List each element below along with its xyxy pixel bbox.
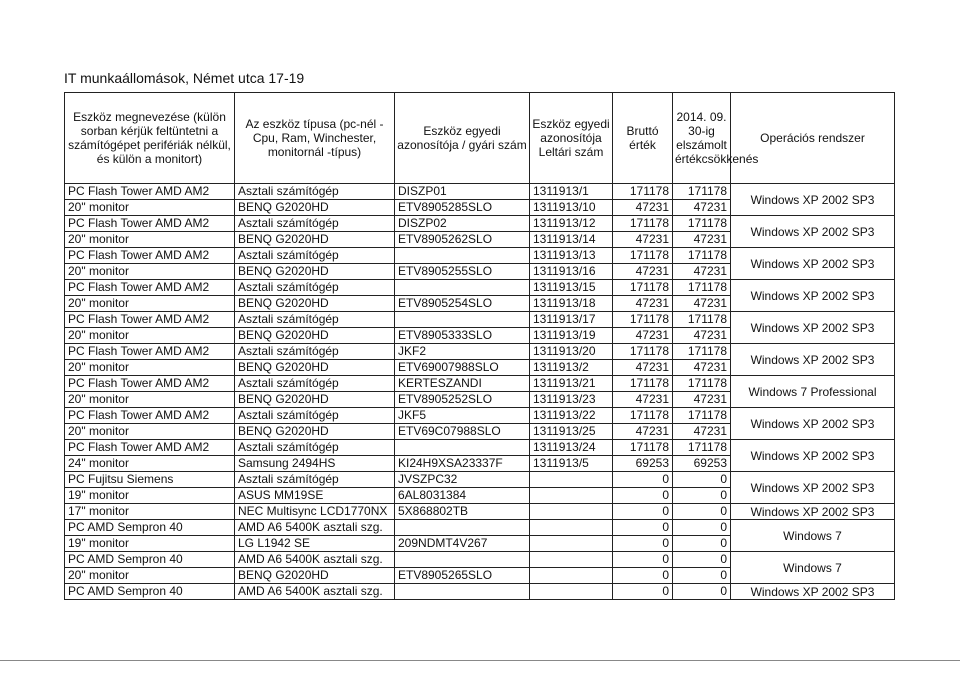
operating-system-cell: Windows XP 2002 SP3 <box>731 216 895 248</box>
gross-value-cell: 69253 <box>613 456 673 472</box>
device-name-cell: 20" monitor <box>65 392 235 408</box>
operating-system-cell: Windows XP 2002 SP3 <box>731 408 895 440</box>
depreciation-cell: 47231 <box>673 424 731 440</box>
inventory-number-cell <box>530 536 613 552</box>
gross-value-cell: 171178 <box>613 344 673 360</box>
device-type-cell: Asztali számítógép <box>235 376 395 392</box>
operating-system-cell: Windows XP 2002 SP3 <box>731 584 895 600</box>
gross-value-cell: 0 <box>613 472 673 488</box>
device-name-cell: 19" monitor <box>65 536 235 552</box>
serial-number-cell: ETV8905254SLO <box>395 296 530 312</box>
depreciation-cell: 171178 <box>673 184 731 200</box>
gross-value-cell: 0 <box>613 536 673 552</box>
operating-system-cell: Windows XP 2002 SP3 <box>731 440 895 472</box>
depreciation-cell: 171178 <box>673 312 731 328</box>
depreciation-cell: 0 <box>673 568 731 584</box>
operating-system-cell: Windows XP 2002 SP3 <box>731 344 895 376</box>
inventory-number-cell <box>530 504 613 520</box>
inventory-number-cell: 1311913/24 <box>530 440 613 456</box>
serial-number-cell: KERTESZANDI <box>395 376 530 392</box>
device-name-cell: PC AMD Sempron 40 <box>65 520 235 536</box>
table-row <box>65 520 895 536</box>
serial-number-cell: ETV8905285SLO <box>395 200 530 216</box>
table-row <box>65 584 895 600</box>
inventory-number-cell: 1311913/17 <box>530 312 613 328</box>
device-type-cell: AMD A6 5400K asztali szg. <box>235 584 395 600</box>
page-bottom-divider <box>0 660 960 661</box>
depreciation-cell: 0 <box>673 504 731 520</box>
gross-value-cell: 47231 <box>613 392 673 408</box>
device-name-cell: PC AMD Sempron 40 <box>65 552 235 568</box>
inventory-number-cell: 1311913/21 <box>530 376 613 392</box>
gross-value-cell: 0 <box>613 504 673 520</box>
device-type-cell: Asztali számítógép <box>235 344 395 360</box>
device-type-cell: BENQ G2020HD <box>235 296 395 312</box>
inventory-table <box>64 92 895 600</box>
inventory-number-cell <box>530 568 613 584</box>
device-name-cell: PC Flash Tower AMD AM2 <box>65 440 235 456</box>
gross-value-cell: 171178 <box>613 184 673 200</box>
serial-number-cell <box>395 312 530 328</box>
inventory-number-cell <box>530 472 613 488</box>
device-type-cell: Asztali számítógép <box>235 312 395 328</box>
device-type-cell: AMD A6 5400K asztali szg. <box>235 520 395 536</box>
table-row <box>65 184 895 200</box>
gross-value-cell: 47231 <box>613 296 673 312</box>
operating-system-cell: Windows XP 2002 SP3 <box>731 280 895 312</box>
header-operating-system: Operációs rendszer <box>731 93 895 184</box>
gross-value-cell: 47231 <box>613 264 673 280</box>
device-type-cell: Asztali számítógép <box>235 440 395 456</box>
serial-number-cell: ETV8905265SLO <box>395 568 530 584</box>
device-name-cell: 24" monitor <box>65 456 235 472</box>
serial-number-cell: ETV8905255SLO <box>395 264 530 280</box>
gross-value-cell: 0 <box>613 584 673 600</box>
table-row <box>65 280 895 296</box>
table-row <box>65 408 895 424</box>
inventory-number-cell: 1311913/12 <box>530 216 613 232</box>
depreciation-cell: 0 <box>673 472 731 488</box>
device-name-cell: PC Flash Tower AMD AM2 <box>65 376 235 392</box>
header-gross-value: Bruttó érték <box>613 93 673 184</box>
device-type-cell: BENQ G2020HD <box>235 568 395 584</box>
gross-value-cell: 47231 <box>613 360 673 376</box>
depreciation-cell: 171178 <box>673 248 731 264</box>
gross-value-cell: 171178 <box>613 408 673 424</box>
device-type-cell: BENQ G2020HD <box>235 360 395 376</box>
gross-value-cell: 171178 <box>613 440 673 456</box>
operating-system-cell: Windows XP 2002 SP3 <box>731 312 895 344</box>
depreciation-cell: 0 <box>673 520 731 536</box>
inventory-number-cell: 1311913/18 <box>530 296 613 312</box>
device-type-cell: Asztali számítógép <box>235 472 395 488</box>
device-type-cell: Asztali számítógép <box>235 184 395 200</box>
depreciation-cell: 47231 <box>673 296 731 312</box>
table-row <box>65 552 895 568</box>
depreciation-cell: 69253 <box>673 456 731 472</box>
serial-number-cell: ETV8905262SLO <box>395 232 530 248</box>
header-device-name: Eszköz megnevezése (külön sorban kérjük feltüntetni a számítógépet perifériák nélkül, és külön a monitort) <box>65 93 235 184</box>
table-row <box>65 504 895 520</box>
serial-number-cell: 209NDMT4V267 <box>395 536 530 552</box>
operating-system-cell: Windows XP 2002 SP3 <box>731 472 895 504</box>
header-device-type: Az eszköz típusa (pc-nél - Cpu, Ram, Winchester, monitornál -típus) <box>235 93 395 184</box>
header-depreciation: 2014. 09. 30-ig elszámolt értékcsökkenés <box>673 93 731 184</box>
serial-number-cell: ETV69C07988SLO <box>395 424 530 440</box>
depreciation-cell: 0 <box>673 536 731 552</box>
device-type-cell: Asztali számítógép <box>235 408 395 424</box>
inventory-number-cell: 1311913/1 <box>530 184 613 200</box>
table-row <box>65 248 895 264</box>
device-type-cell: NEC Multisync LCD1770NX <box>235 504 395 520</box>
depreciation-cell: 0 <box>673 552 731 568</box>
inventory-number-cell: 1311913/13 <box>530 248 613 264</box>
operating-system-cell: Windows XP 2002 SP3 <box>731 504 895 520</box>
depreciation-cell: 171178 <box>673 344 731 360</box>
table-row <box>65 376 895 392</box>
device-type-cell: BENQ G2020HD <box>235 328 395 344</box>
gross-value-cell: 47231 <box>613 328 673 344</box>
depreciation-cell: 171178 <box>673 280 731 296</box>
device-name-cell: 20" monitor <box>65 296 235 312</box>
table-row <box>65 344 895 360</box>
table-row <box>65 472 895 488</box>
serial-number-cell: JKF5 <box>395 408 530 424</box>
serial-number-cell <box>395 280 530 296</box>
inventory-number-cell: 1311913/15 <box>530 280 613 296</box>
serial-number-cell <box>395 520 530 536</box>
table-row <box>65 216 895 232</box>
inventory-number-cell <box>530 520 613 536</box>
device-type-cell: BENQ G2020HD <box>235 392 395 408</box>
serial-number-cell: JVSZPC32 <box>395 472 530 488</box>
depreciation-cell: 47231 <box>673 264 731 280</box>
device-type-cell: BENQ G2020HD <box>235 264 395 280</box>
device-type-cell: Asztali számítógép <box>235 248 395 264</box>
inventory-number-cell: 1311913/19 <box>530 328 613 344</box>
device-type-cell: BENQ G2020HD <box>235 232 395 248</box>
inventory-number-cell: 1311913/14 <box>530 232 613 248</box>
device-type-cell: Asztali számítógép <box>235 216 395 232</box>
table-body <box>65 184 895 600</box>
depreciation-cell: 171178 <box>673 216 731 232</box>
device-name-cell: PC Flash Tower AMD AM2 <box>65 312 235 328</box>
device-name-cell: PC Flash Tower AMD AM2 <box>65 248 235 264</box>
gross-value-cell: 47231 <box>613 200 673 216</box>
serial-number-cell <box>395 552 530 568</box>
device-name-cell: PC Flash Tower AMD AM2 <box>65 216 235 232</box>
inventory-number-cell: 1311913/25 <box>530 424 613 440</box>
device-type-cell: AMD A6 5400K asztali szg. <box>235 552 395 568</box>
table-row <box>65 312 895 328</box>
header-inventory-number: Eszköz egyedi azonosítója Leltári szám <box>530 93 613 184</box>
device-name-cell: PC AMD Sempron 40 <box>65 584 235 600</box>
inventory-number-cell <box>530 488 613 504</box>
depreciation-cell: 171178 <box>673 376 731 392</box>
device-type-cell: Asztali számítógép <box>235 280 395 296</box>
depreciation-cell: 47231 <box>673 200 731 216</box>
serial-number-cell <box>395 440 530 456</box>
inventory-number-cell: 1311913/10 <box>530 200 613 216</box>
serial-number-cell: ETV69007988SLO <box>395 360 530 376</box>
device-type-cell: Samsung 2494HS <box>235 456 395 472</box>
device-name-cell: 20" monitor <box>65 424 235 440</box>
gross-value-cell: 171178 <box>613 280 673 296</box>
depreciation-cell: 47231 <box>673 232 731 248</box>
device-name-cell: PC Flash Tower AMD AM2 <box>65 408 235 424</box>
device-type-cell: LG L1942 SE <box>235 536 395 552</box>
operating-system-cell: Windows XP 2002 SP3 <box>731 248 895 280</box>
inventory-number-cell: 1311913/16 <box>530 264 613 280</box>
device-name-cell: 19" monitor <box>65 488 235 504</box>
operating-system-cell: Windows 7 <box>731 520 895 552</box>
serial-number-cell: JKF2 <box>395 344 530 360</box>
gross-value-cell: 0 <box>613 568 673 584</box>
operating-system-cell: Windows 7 Professional <box>731 376 895 408</box>
device-name-cell: 20" monitor <box>65 568 235 584</box>
depreciation-cell: 0 <box>673 488 731 504</box>
device-name-cell: 20" monitor <box>65 200 235 216</box>
inventory-number-cell <box>530 552 613 568</box>
gross-value-cell: 171178 <box>613 216 673 232</box>
serial-number-cell: DISZP01 <box>395 184 530 200</box>
table-row <box>65 440 895 456</box>
device-name-cell: PC Flash Tower AMD AM2 <box>65 280 235 296</box>
gross-value-cell: 0 <box>613 488 673 504</box>
serial-number-cell: ETV8905333SLO <box>395 328 530 344</box>
gross-value-cell: 47231 <box>613 232 673 248</box>
serial-number-cell: 5X868802TB <box>395 504 530 520</box>
serial-number-cell: 6AL8031384 <box>395 488 530 504</box>
gross-value-cell: 0 <box>613 552 673 568</box>
header-serial: Eszköz egyedi azonosítója / gyári szám <box>395 93 530 184</box>
gross-value-cell: 171178 <box>613 248 673 264</box>
depreciation-cell: 171178 <box>673 440 731 456</box>
depreciation-cell: 171178 <box>673 408 731 424</box>
depreciation-cell: 47231 <box>673 360 731 376</box>
inventory-number-cell: 1311913/2 <box>530 360 613 376</box>
device-type-cell: ASUS MM19SE <box>235 488 395 504</box>
device-name-cell: 20" monitor <box>65 328 235 344</box>
header-row <box>65 93 895 184</box>
serial-number-cell: ETV8905252SLO <box>395 392 530 408</box>
depreciation-cell: 47231 <box>673 392 731 408</box>
device-name-cell: 20" monitor <box>65 264 235 280</box>
device-name-cell: PC Flash Tower AMD AM2 <box>65 184 235 200</box>
device-name-cell: 20" monitor <box>65 232 235 248</box>
depreciation-cell: 47231 <box>673 328 731 344</box>
device-type-cell: BENQ G2020HD <box>235 200 395 216</box>
device-type-cell: BENQ G2020HD <box>235 424 395 440</box>
operating-system-cell: Windows 7 <box>731 552 895 584</box>
device-name-cell: 17" monitor <box>65 504 235 520</box>
gross-value-cell: 171178 <box>613 312 673 328</box>
gross-value-cell: 171178 <box>613 376 673 392</box>
serial-number-cell: KI24H9XSA23337F <box>395 456 530 472</box>
inventory-number-cell: 1311913/22 <box>530 408 613 424</box>
serial-number-cell <box>395 584 530 600</box>
inventory-number-cell <box>530 584 613 600</box>
device-name-cell: PC Fujitsu Siemens <box>65 472 235 488</box>
gross-value-cell: 47231 <box>613 424 673 440</box>
serial-number-cell <box>395 248 530 264</box>
inventory-number-cell: 1311913/23 <box>530 392 613 408</box>
serial-number-cell: DISZP02 <box>395 216 530 232</box>
depreciation-cell: 0 <box>673 584 731 600</box>
gross-value-cell: 0 <box>613 520 673 536</box>
device-name-cell: PC Flash Tower AMD AM2 <box>65 344 235 360</box>
inventory-number-cell: 1311913/5 <box>530 456 613 472</box>
operating-system-cell: Windows XP 2002 SP3 <box>731 184 895 216</box>
inventory-number-cell: 1311913/20 <box>530 344 613 360</box>
device-name-cell: 20" monitor <box>65 360 235 376</box>
document-title: IT munkaállomások, Német utca 17-19 <box>64 70 305 86</box>
